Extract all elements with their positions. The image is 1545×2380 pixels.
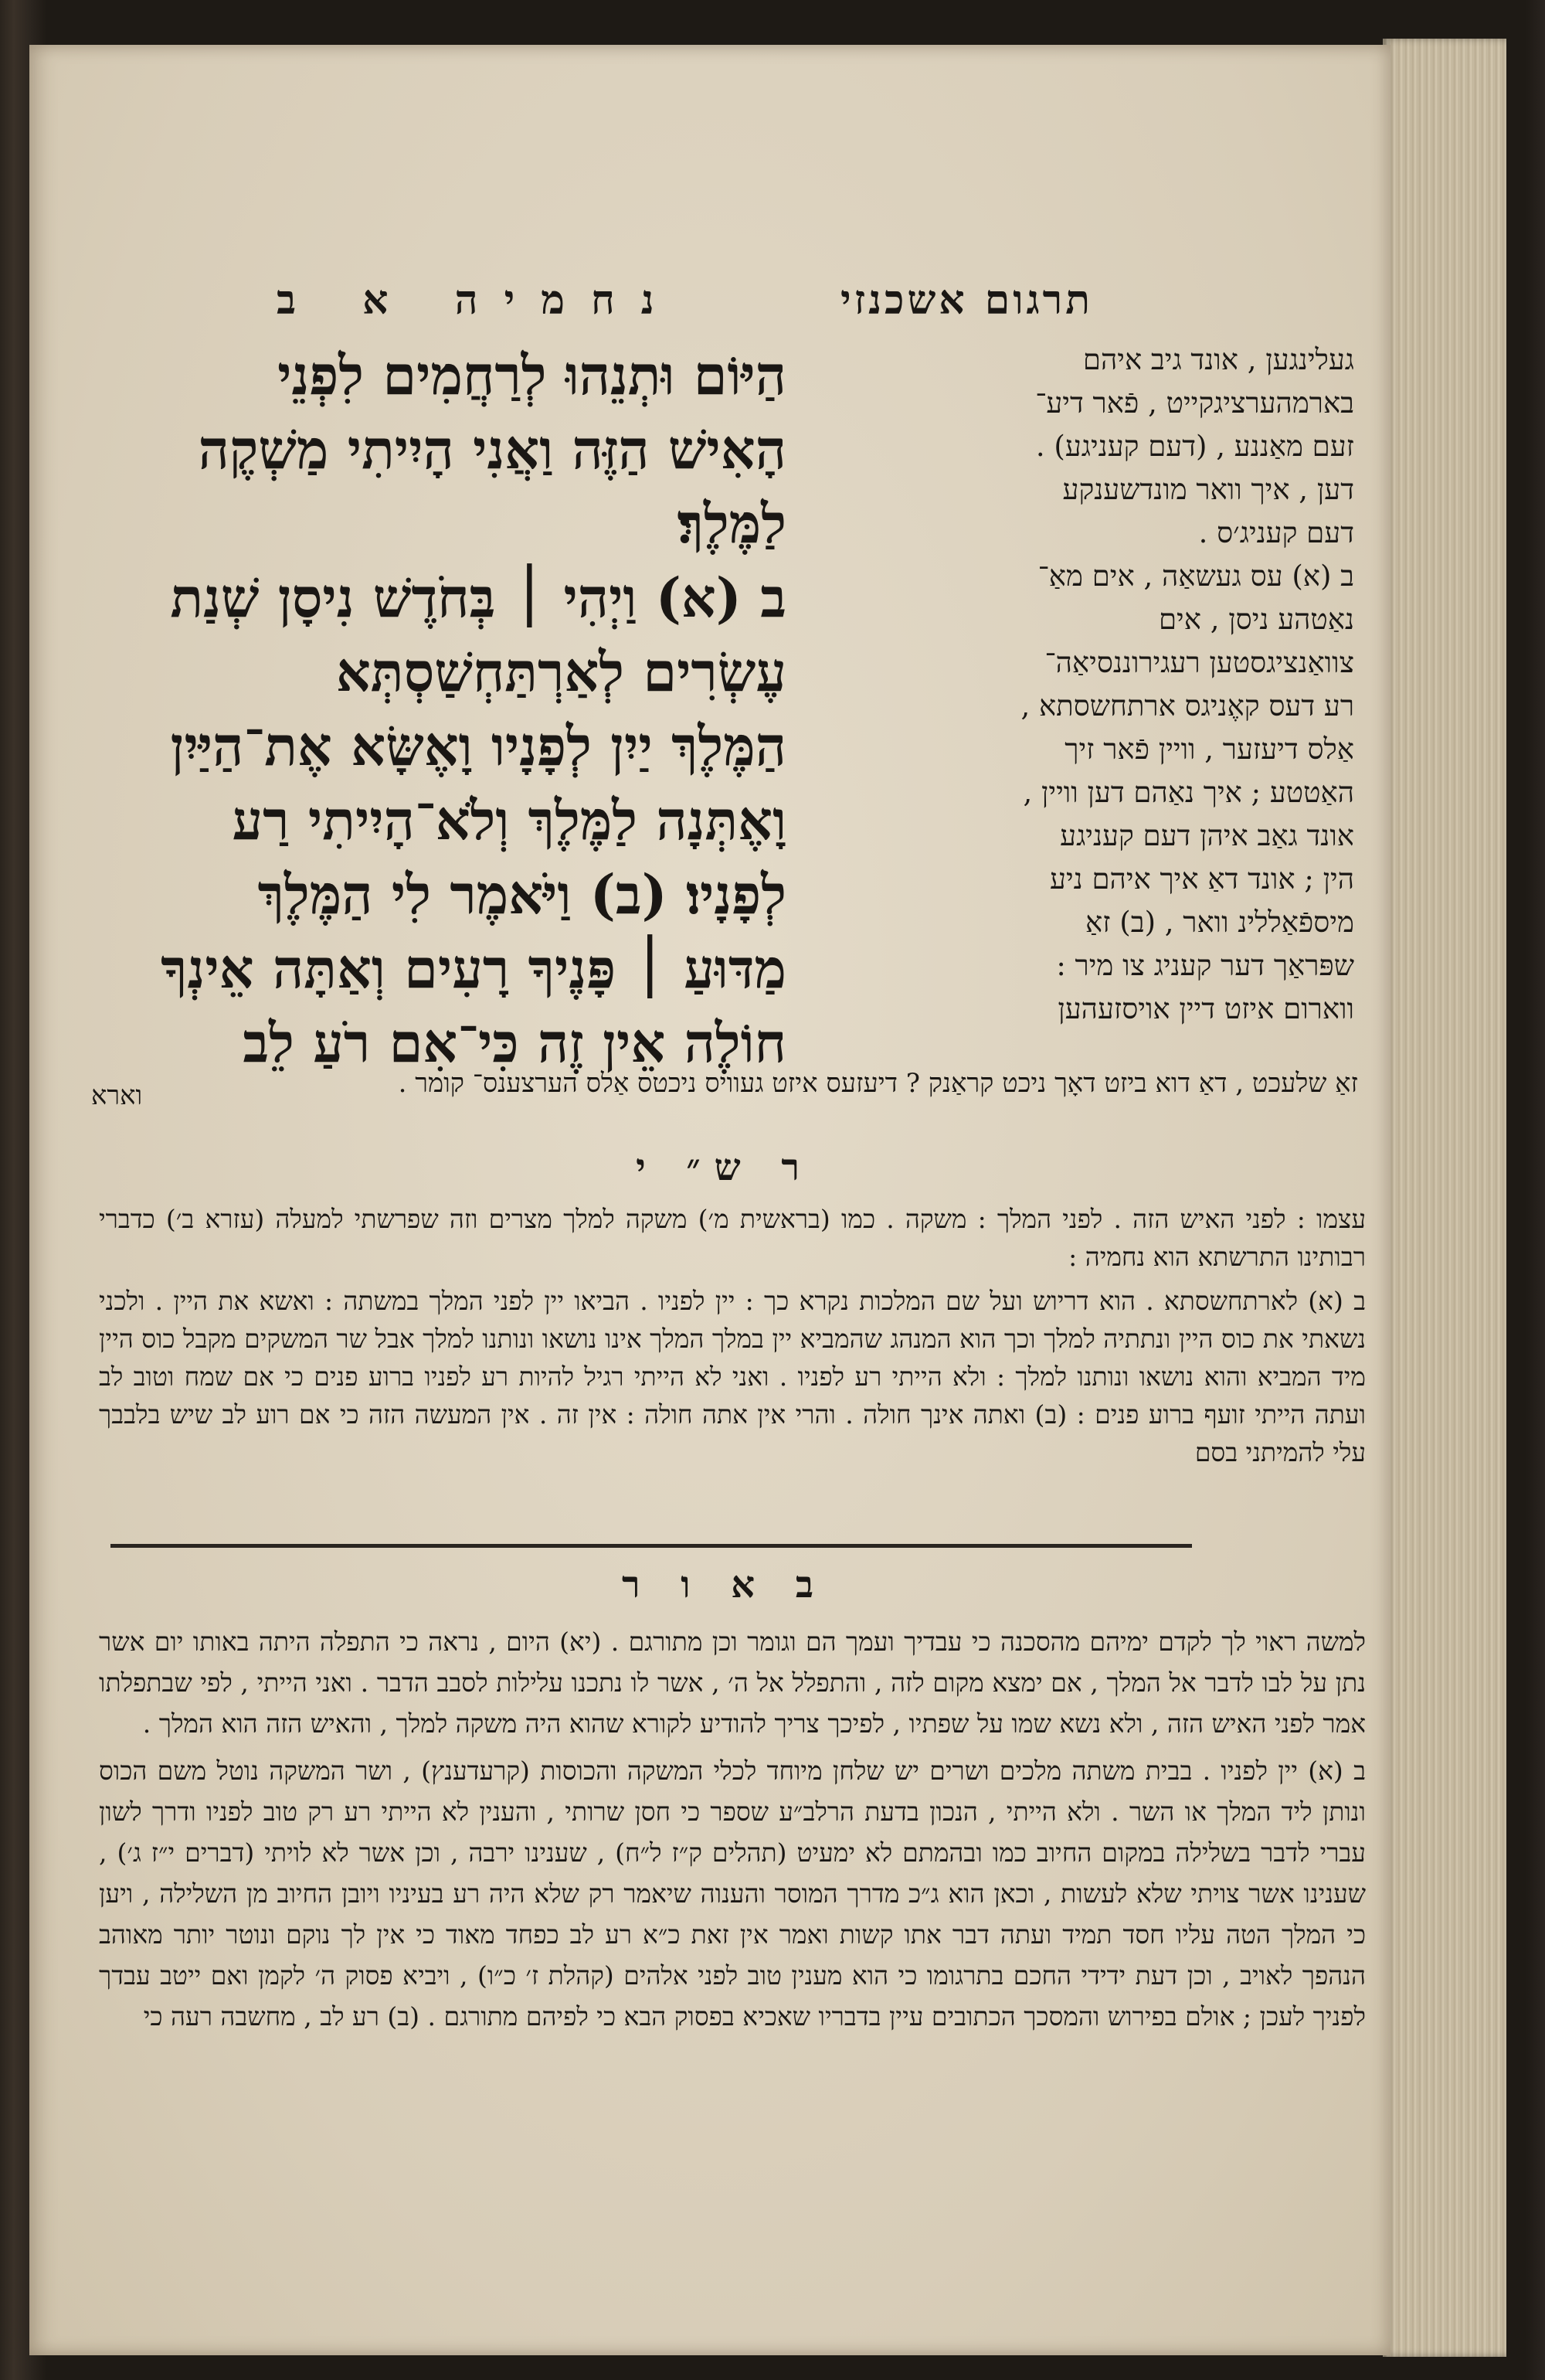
translation-line: רע דעס קאֶניגס ארתחשסתא , — [1020, 689, 1354, 722]
biblical-text-column — [91, 338, 786, 1111]
translation-line: ב (א) עס געשאַה , אים מאַ־ — [1037, 559, 1354, 593]
verse-line: הַמֶּלֶךְ יַיִן לְפָנָיו וָאֶשָּׂא אֶת־הַיַּיִן — [170, 714, 786, 778]
verse-line: הַיּוֹם וּתְנֵהוּ לְרַחֲמִים לִפְנֵי — [277, 343, 786, 407]
running-header-translation: תרגום אשכנזי — [840, 277, 1093, 324]
catchword: וארא — [91, 1080, 143, 1111]
verse-line: ב (א) וַיְהִי ׀ בְּחֹדֶשׁ נִיסָן שְׁנַת — [170, 566, 786, 630]
book-page — [29, 45, 1390, 2355]
biur-paragraph: ב (א) יין לפניו . בבית משתה מלכים ושרים יש שלחן מיוחד לכלי המשקה והכוסות (קרעדענץ) , ושר המשקה נוטל משם הכוס ונותן ליד המלך או השר . ולא הייתי , הנכון בדעת הרלב״ע שספר כי חסן שרותי , והענין לא הייתי רע רק טוב לפניו ודרך לשון עברי לדבר בשלילה במקום החיוב כמו ובהמתם לא ימעיט (תהלים ק״ז ל״ח) , שענינו ירבה , וכן אשר לא לויתי (דברים י״ז ג׳) , שענינו אשר צויתי שלא לעשות , וכאן הוא ג״כ מדרך המוסר והענוה שיאמר רק שלא היה רע בעיניו ויובן החיוב מן השלילה , ויען כי המלך הטה עליו חסד תמיד ועתה דבר אתו קשות ואמר אין זאת כ״א רע לב כפחד מאוד כי אין לך נוקם ונוטר יותר מאוהב הנהפך לאויב , וכן דעת ידידי החכם בתרגומו כי הוא מענין טוב לפני אלהים (קהלת ז׳ כ״ו) , ויביא פסוק ה׳ לקמן ואם ייטב עבדך לפניך לעכן ; אולם בפירוש והמסכך הכתובים עיין בדבריו שאכיא בפסוק הבא כי לפיהם מתורגם . (ב) רע לב , מחשבה רעה כי — [99, 1756, 1366, 2032]
verse-line: וָאֶתְּנָה לַמֶּלֶךְ וְלֹא־הָיִיתִי רַע — [232, 788, 786, 852]
rashi-heading: ר ש״ י — [636, 1146, 813, 1189]
translation-line: בארמהערציגקייט , פֿאר דיע־ — [1035, 386, 1354, 420]
translation-column — [813, 338, 1354, 1031]
verse-line: הָאִישׁ הַזֶּה וַאֲנִי הָיִיתִי מַשְׁקֶה — [198, 417, 786, 481]
translation-line: שפּראַך דער קעניג צו מיר : — [1056, 949, 1354, 982]
translation-line: נאַטהע ניסן , אים — [1158, 603, 1354, 636]
biur-paragraph: למשה ראוי לך לקדם ימיהם מהסכנה כי עבדיך ועמך הם וגומר וכן מתורגם . (יא) היום , נראה כי התפלה היתה באותו יום אשר נתן על לבו לדבר אל המלך , אם ימצא מקום לזה , והתפלל אל ה׳ , אשר לו נתכנו עלילות לסבב הדבר . ואני הייתי , לפי שבתפלתו אמר לפני האיש הזה , ולא נשא שמו על שפתיו , לפיכך צריך להודיע לקורא שהוא היה משקה למלך , והאיש הזה הוא המלך . — [99, 1627, 1366, 1739]
translation-line: דען , איך וואר מונדשענקע — [1062, 473, 1354, 506]
translation-line: געלינגען , אונד גיב איהם — [1082, 343, 1354, 376]
section-divider — [110, 1544, 1192, 1548]
translation-line: זעם מאַננע , (דעם קעניגע) . — [1035, 430, 1354, 463]
page-edges — [1383, 39, 1506, 2357]
biur-heading: ב א ו ר — [622, 1563, 827, 1606]
verse-line: חוֹלֶה אֵין זֶה כִּי־אִם רֹעַ לֵב — [243, 1011, 786, 1075]
translation-line: דעם קעניג׳ס . — [1198, 516, 1354, 549]
translation-line: מיספֿאַללינ וואר , (ב) זאַ — [1085, 906, 1354, 939]
rashi-paragraph: עצמו : לפני האיש הזה . לפני המלך : משקה . כמו (בראשית מ׳) משקה למלך מצרים וזה שפרשתי למעלה (עזרא ב׳) כדברי רבותינו התרשתא הוא נחמיה : — [99, 1204, 1366, 1272]
rashi-paragraph: ב (א) לארתחשסתא . הוא דריוש ועל שם המלכות נקרא כך : יין לפניו . הביאו יין לפני המלך במשתה : ואשא את היין . ולכני נשאתי את כוס היין ונתתיה למלך וכך הוא המנהג שהמביא יין במלך המלך אינו נושאו ונותנו למלך אבל שר המשקים מקבל כוס היין מיד המביא והוא נושאו ונותנו למלך : ולא הייתי רע לפניו . ואני לא הייתי רגיל להיות רע לפניו ברוע פנים כי אם שמח וטוב לב ועתה הייתי זועף ברוע פנים : (ב) ואתה אינך חולה . והרי אין אתה חולה : אין זה . אין המעשה הזה כי אם רוע לב שיש בלבבך עלי להמיתני בסם — [99, 1286, 1366, 1467]
verse-line: עֶשְׂרִים לְאַרְתַּחְשַׁסְתְּא — [335, 640, 786, 704]
verse-line: לְפָנָיו׃ (ב) וַיֹּאמֶר לִי הַמֶּלֶךְ — [257, 862, 786, 926]
translation-continuation: זאַ שלעכט , דאַ דוא ביזט דאָך ניכט קראַנק ? דיעזעס איזט געוויס ניכטס אַלס הערצענס־ קומר . — [398, 1068, 1358, 1099]
translation-line: אַלס דיעזער , וויין פֿאר זיך — [1065, 733, 1354, 766]
translation-line: צוואַנציגסטען רעגירוננסיאַה־ — [1044, 646, 1354, 679]
verse-line: מַדּוּעַ ׀ פָּנֶיךָ רָעִים וְאַתָּה אֵינְךָ — [161, 937, 786, 1001]
biur-commentary — [99, 1621, 1366, 2043]
running-header-book: נחמיה א ב — [277, 277, 681, 324]
translation-line: האַטטע ; איך נאַהם דען וויין , — [1023, 776, 1354, 809]
verse-line: לַמֶּלֶךְ׃ — [677, 491, 786, 556]
translation-line: אונד גאַב איהן דעם קעניגע — [1060, 819, 1354, 852]
translation-line: ווארום איזט דיין אויסזעהען — [1058, 992, 1354, 1025]
rashi-commentary — [99, 1200, 1366, 1477]
translation-line: הין ; אונד דאַ איך איהם ניע — [1050, 862, 1354, 896]
